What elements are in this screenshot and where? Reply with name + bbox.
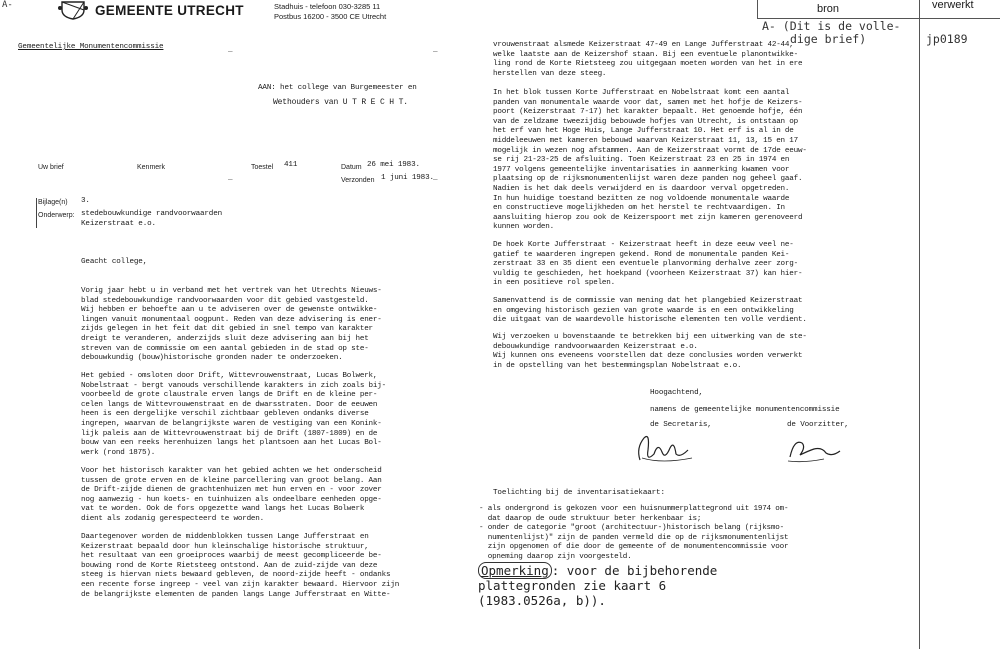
closing-on-behalf: namens de gemeentelijke monumentencommissie	[650, 406, 840, 414]
closing-chair: de Voorzitter,	[787, 421, 849, 429]
chair-signature	[784, 431, 844, 467]
toestel-value: 411	[284, 161, 298, 169]
verzonden-value: 1 juni 1983.	[381, 174, 434, 182]
notes-item: - onder de categorie "groot (architectuur-)historisch belang (rijksmo- numentenlijst)" zijn de panden vermeld die op de rijksmonumentenlijst zijn opgenomen of die door de gemeente of de monumentencommissie voor opneming daarop zijn voorgesteld.	[479, 524, 789, 561]
salutation: Geacht college,	[81, 258, 148, 266]
paragraph: Vorig jaar hebt u in verband met het vertrek van het Utrechts Nieuws- blad stedebouwkundige randvoorwaarden voor dit gebied vastgesteld. Wij hebben er behoefte aan u te adviseren over de gewenste ontwikke- lingen vanuit monumentaal oogpunt. Reden van deze advisering is ener- zijds gelegen in het feit dat dit gebied in snel tempo van karakter dreigt te veranderen, anderzijds sluit deze advisering aan bij het streven van de commissie om een aantal gebieden in de stad op ste- debouwkundig (bouw)historische gronden nader te onderzoeken.	[81, 287, 382, 363]
remark-label: Opmerking	[478, 562, 552, 579]
address-line-2: Postbus 16200 - 3500 CE Utrecht	[274, 12, 387, 21]
paragraph: De hoek Korte Jufferstraat - Keizerstraat heeft in deze eeuw veel ne- gatief te waarderen ingrepen gekend. Rond de monumentale panden Kei- zerstraat 33 en 35 dient een eventuele planvorming derhalve zeer zorg- vuldig te geschieden, het hoekpand (voorheen Keizerstraat 37) kan hier- in een positieve rol spelen.	[493, 241, 803, 288]
toestel-label: Toestel	[251, 164, 274, 171]
uw-brief-label: Uw brief	[38, 164, 64, 171]
secretary-signature	[632, 428, 702, 468]
datum-value: 26 mei 1983.	[367, 161, 420, 169]
paragraph: Het gebied - omsloten door Drift, Wittevrouwenstraat, Lucas Bolwerk, Nobelstraat - bergt vanouds verschillende karakters in zich zoals bij- voorbeeld de grote claustrale erven langs de Drift en de kleine per- celen langs de Wittevrouwenstraat en de dwarsstraten. Door de eeuwen heen is een dergelijke verschil zichtbaar gebleven ondanks diverse ingrepen, waarvan de belangrijkste waren de vestiging van een Konink- lijk paleis aan de Wittevrouwenstraat bij de Drift (1807-1809) en de bouw van een reeks herenhuizen langs het plantsoen aan het Lucas Bol- werk (rond 1875).	[81, 372, 386, 457]
margin-bracket	[36, 198, 40, 228]
fold-mark: _	[228, 174, 233, 182]
paragraph: Wij verzoeken u bovenstaande te betrekken bij een uitwerking van de ste- debouwkundige randvoorwaarden Keizerstraat e.o. Wij kunnen ons eveneens voorstellen dat deze conclusies worden verwerkt in de opstelling van het bestemmingsplan Nobelstraat e.o.	[493, 333, 807, 370]
address-line-1: Stadhuis - telefoon 030-3285 11	[274, 2, 381, 11]
remark-line-2: plattegronden zie kaart 6	[478, 578, 667, 593]
remark-line-3: (1983.0526a, b)).	[478, 593, 606, 608]
remark-line-1	[478, 563, 717, 578]
column-header-bron: bron	[817, 3, 840, 15]
paragraph: Voor het historisch karakter van het gebied achten we het onderscheid tussen de grote erven en de kleine parcellering van groot belang. Aan de Drift-zijde dienen de grachtenhuizen met hun erven en - voor zover nog aanwezig - hun koets- en tuinhuizen als ondeelbare eenheden opge- vat te worden. Ook de fors opgezette wand langs het Lucas Bolwerk dient als zodanig gerespecteerd te worden.	[81, 467, 382, 523]
datum-label: Datum	[341, 164, 362, 171]
bron-note-line-1: A- (Dit is de volle-	[762, 19, 901, 33]
fold-mark: _	[433, 174, 438, 182]
recipient-line-2: Wethouders van U T R E C H T.	[273, 98, 408, 107]
notes-item: - als ondergrond is gekozen voor een huisnummerplattegrond uit 1974 om- dat daarop de oude struktuur beter herkenbaar is;	[479, 505, 789, 523]
bron-note-line-2: dige brief)	[790, 32, 867, 46]
onderwerp-label: Onderwerp:	[38, 212, 75, 219]
paragraph: Daartegenover worden de middenblokken tussen Lange Jufferstraat en Keizerstraat bepaald door hun kleinschalige historische struktuur, het resultaat van een groeiproces waarbij de meest gecompliceerde be- bouwing rond de Korte Rietsteeg ontstond. Aan de zuid-zijde van deze steeg is hiervan niets bewaard gebleven, de noord-zijde heeft - ondanks een recente forse ingreep - veel van zijn karakter bewaard. Hiervoor zijn de belangrijkste elementen de panden langs Lange Jufferstraat en Witte-	[81, 533, 400, 599]
closing-greeting: Hoogachtend,	[650, 389, 703, 397]
column-divider	[757, 0, 758, 18]
notes-title: Toelichting bij de inventarisatiekaart:	[493, 489, 665, 497]
coat-of-arms-icon	[58, 0, 88, 20]
verwerkt-code: jp0189	[926, 32, 968, 46]
kenmerk-label: Kenmerk	[137, 164, 166, 171]
paragraph: In het blok tussen Korte Jufferstraat en Nobelstraat komt een aantal panden van monumentale waarde voor dat, samen met het hofje de Keizers- poort (Keizerstraat 7-17) het karakter bepaalt. Het genoemde hofje, één van de zeldzame tweezijdig bebouwde hofjes van Utrecht, is ontstaan op het erf van het Hoge Huis, Lange Jufferstraat 10. Het erf is al in de middeleeuwen met kameren bebouwd waarvan Keizerstraat 11, 13, 15 en 17 mogelijk in wezen nog afstammen. Aan de Keizerstraat vormt de 17de eeuw- se rij 21-23-25 de afsluiting. Toen Keizerstraat 23 en 25 in 1974 en 1977 volgens gemeentelijke inventarisaties in aanmerking kwamen voor plaatsing op de rijksmonumentenlijst waren deze panden nog geheel gaaf. Nadien is het dak deels verwijderd en is daardoor verval opgetreden. In hun huidige toestand bezitten ze nog voldoende monumentale waarde en constructieve mogelijkheden om het herstel te rechtvaardigen. In aansluiting hierop zou ook de Keizerspoort met zijn kameren gerenoveerd kunnen worden.	[493, 89, 807, 232]
recipient-line-1: AAN: het college van Burgemeester en	[258, 84, 417, 92]
paragraph: vrouwenstraat alsmede Keizerstraat 47-49 en Lange Jufferstraat 42-44, welke laatste aan de Keizershof staan. Bij een eventuele planontwikke- ling rond de Korte Rietsteeg zou uitgegaan moeten worden van het in ere herstellen van deze steeg.	[493, 41, 803, 78]
bijlagen-label: Bijlage(n)	[38, 199, 68, 206]
paragraph: Samenvattend is de commissie van mening dat het plangebied Keizerstraat en omgeving historisch gezien van grote waarde is en een ontwikkeling die uitgaat van de waardevolle historische elementen ten volle verdient.	[493, 297, 807, 325]
commission-name: Gemeentelijke Monumentencommissie	[18, 43, 164, 51]
corner-mark: A-	[2, 0, 13, 10]
bijlagen-value: 3.	[81, 197, 90, 205]
onderwerp-line-2: Keizerstraat e.o.	[81, 220, 156, 228]
remark-text: : voor de bijbehorende	[551, 563, 718, 578]
verzonden-label: Verzonden	[341, 177, 375, 184]
org-name: GEMEENTE UTRECHT	[95, 3, 244, 18]
closing-secretary: de Secretaris,	[650, 421, 712, 429]
onderwerp-line-1: stedebouwkundige randvoorwaarden	[81, 210, 223, 218]
fold-mark: _	[433, 46, 438, 54]
column-divider	[919, 0, 920, 649]
fold-mark: _	[228, 46, 233, 54]
column-header-verwerkt: verwerkt	[932, 0, 974, 11]
